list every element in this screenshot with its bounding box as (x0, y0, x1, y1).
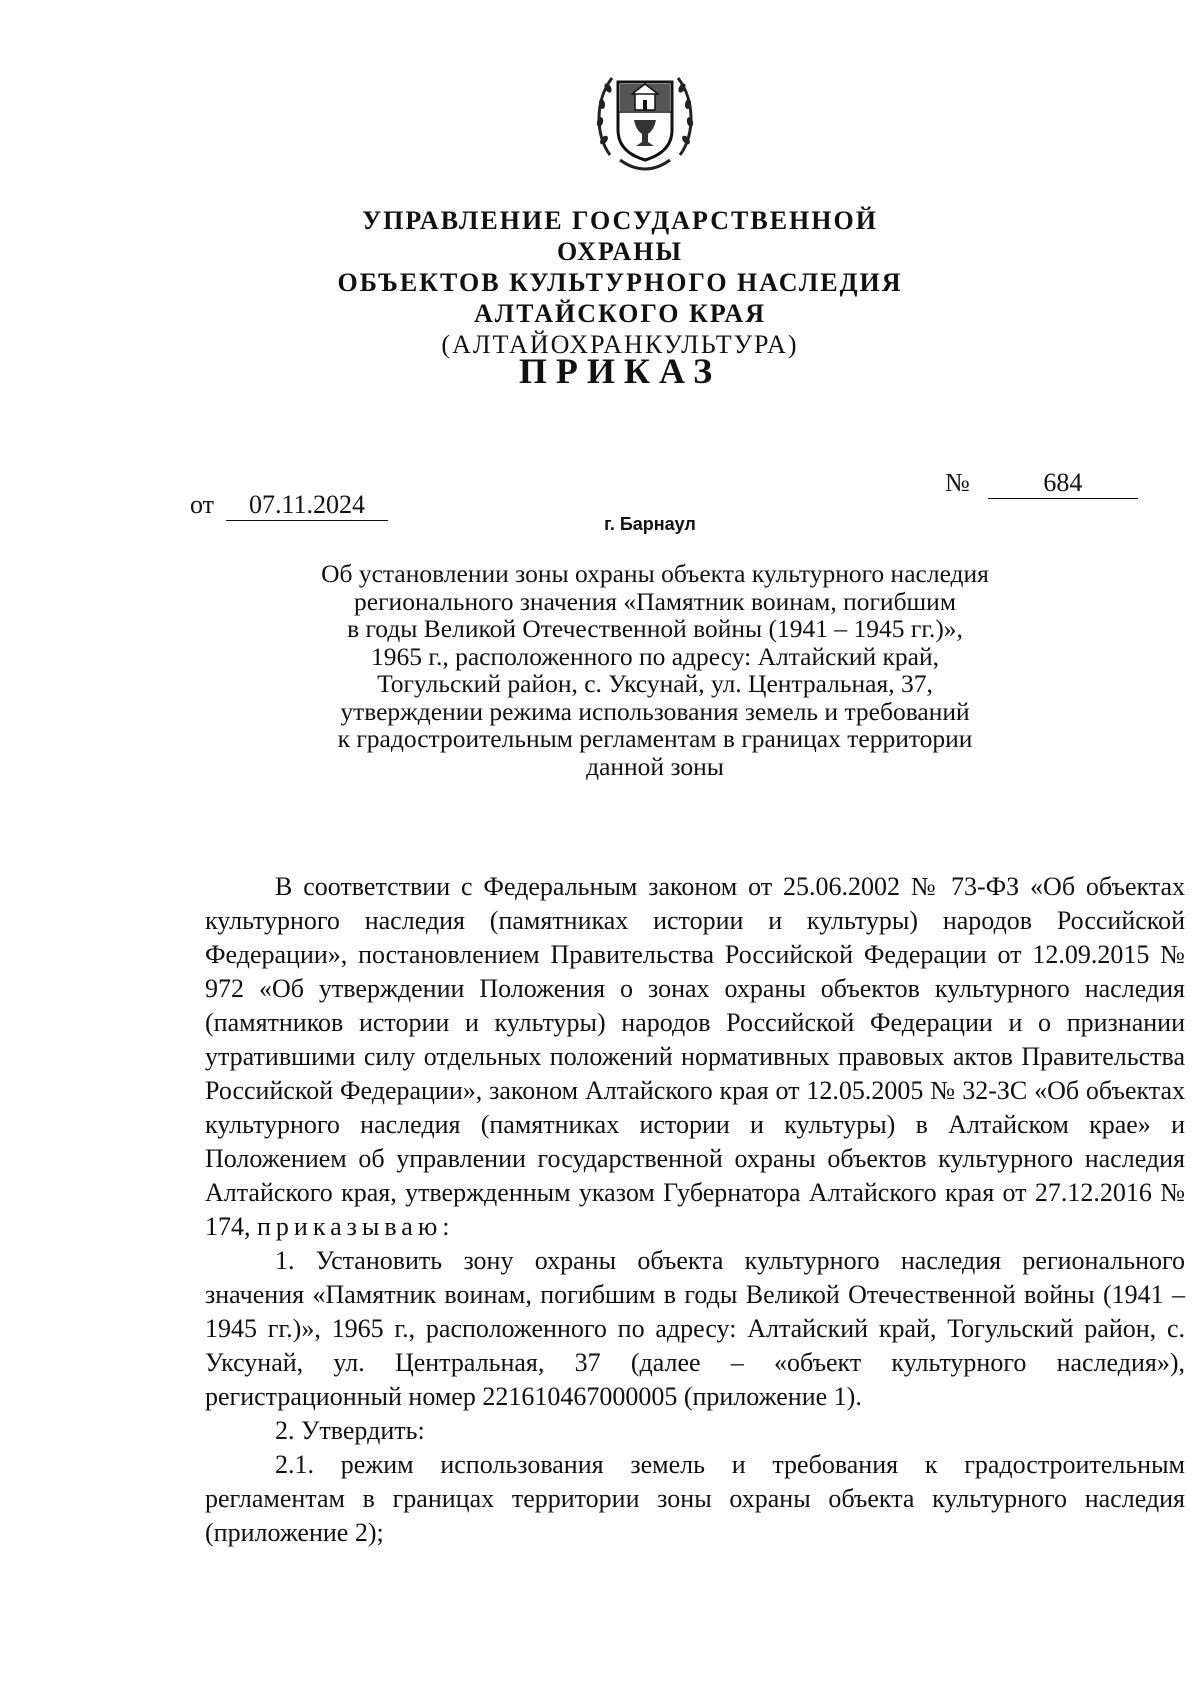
document-body (205, 870, 1185, 1550)
subject-line: утверждении режима использования земель и требований (340, 696, 970, 726)
org-line-1: УПРАВЛЕНИЕ ГОСУДАРСТВЕННОЙ ОХРАНЫ (362, 206, 878, 266)
number-line (945, 468, 1138, 499)
document-type-title: ПРИКАЗ (518, 351, 722, 391)
coat-of-arms-icon (590, 60, 700, 180)
org-line-2: ОБЪЕКТОВ КУЛЬТУРНОГО НАСЛЕДИЯ (337, 268, 903, 297)
city: г. Барнаул (604, 514, 696, 534)
item-2-paragraph: 2. Утвердить: (275, 1416, 425, 1445)
subject-line: Тогульский район, с. Уксунай, ул. Центральная, 37, (377, 669, 933, 698)
subject-line: 1965 г., расположенного по адресу: Алтайский край, (371, 641, 939, 671)
date-prefix: от (190, 490, 215, 519)
document-number: 684 (988, 468, 1138, 499)
document-subject (270, 560, 1040, 780)
document-date: 07.11.2024 (226, 490, 388, 521)
subject-line: Об установлении зоны охраны объекта культурного наследия (321, 559, 989, 588)
item-2-1-paragraph: 2.1. режим использования земель и требования к градостроительным регламентам в границах территории зоны охраны объекта культурного наследия (приложение 2); (205, 1450, 1185, 1547)
number-prefix: № (945, 468, 970, 497)
subject-line: к градостроительным регламентам в границах территории (337, 724, 973, 753)
subject-line: данной зоны (586, 751, 724, 781)
subject-line: регионального значения «Памятник воинам, погибшим (354, 586, 956, 616)
subject-line: в годы Великой Отечественной войны (1941 – 1945 гг.)», (347, 614, 963, 643)
item-1-paragraph: 1. Установить зону охраны объекта культурного наследия регионального значения «Памятник воинам, погибшим в годы Великой Отечественной войны (1941 – 1945 гг.)», 1965 г., расположенного по адресу: Алтайский край, Тогульский район, с. Уксунай, ул. Центральная, 37 (далее – «объект культурного наследия»), регистрационный номер 221610467000005 (приложение 1). (205, 1246, 1185, 1411)
org-short-name: (АЛТАЙОХРАНКУЛЬТУРА) (441, 330, 799, 359)
preamble-paragraph (205, 870, 1185, 1244)
organization-name (300, 205, 940, 360)
org-line-3: АЛТАЙСКОГО КРАЯ (474, 299, 766, 328)
date-line (190, 490, 388, 521)
decree-word: приказываю: (257, 1212, 455, 1241)
preamble-text: В соответствии с Федеральным законом от 25.06.2002 № 73-ФЗ «Об объектах культурного наследия (памятниках истории и культуры) народов Российской Федерации», постановлением Правительства Российской Федерации от 12.09.2015 № 972 «Об утверждении Положения о зонах охраны объектов культурного наследия (памятников истории и культуры) народов Российской Федерации и о признании утратившими силу отдельных положений нормативных правовых актов Правительства Российской Федерации», законом Алтайского края от 12.05.2005 № 32-ЗС «Об объектах культурного наследия (памятниках истории и культуры) в Алтайском крае» и Положением об управлении государственной охраны объектов культурного наследия Алтайского края, утвержденным указом Губернатора Алтайского края от 27.12.2016 № 174, (205, 872, 1185, 1241)
